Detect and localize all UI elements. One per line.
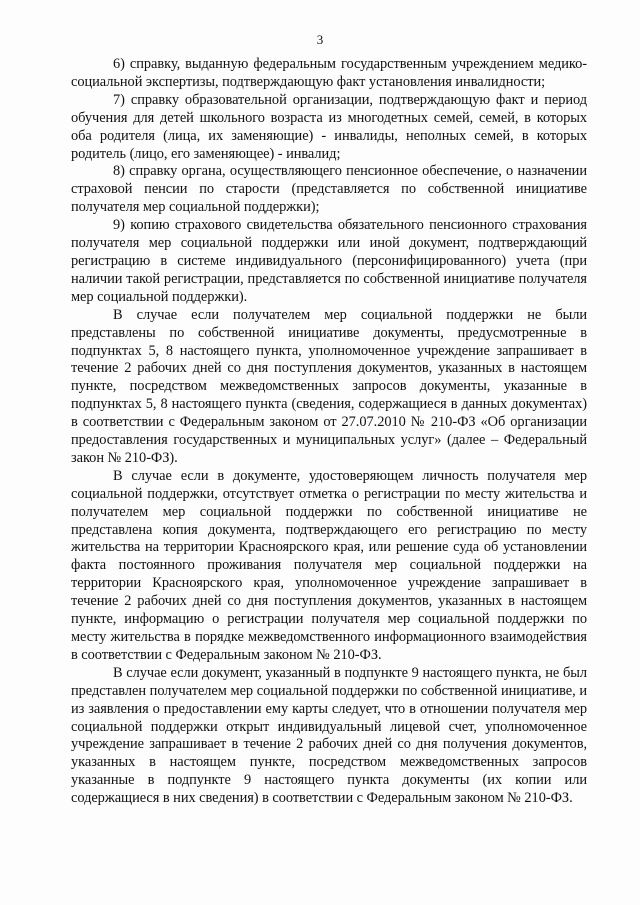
- page-number: 3: [316, 32, 324, 47]
- paragraph-subitem-9: 9) копию страхового свидетельства обязательного пенсионного страхования получателя мер социальной поддержки или иной документ, подтверждающий регистрацию в системе индивидуального (персонифицированного) учета (при наличии такой регистрации, представляется по собственной инициативе получателя мер социальной поддержки).: [71, 217, 587, 305]
- paragraph-subitem-7: 7) справку образовательной организации, подтверждающую факт и период обучения для детей школьного возраста из многодетных семей, семей, в которых оба родителя (лица, их заменяющие) - инвалиды, неполных семей, в которых родитель (лицо, его заменяющее) - инвалид;: [71, 91, 587, 162]
- paragraph-pension-account: В случае если документ, указанный в подпункте 9 настоящего пункта, не был представлен получателем мер социальной поддержки по собственной инициативе, и из заявления о предоставлении ему карты следует, что в отношении получателя мер социальной поддержки открыт индивидуальный лицевой счет, уполномоченное учреждение запрашивает в течение 2 рабочих дней со дня получения документов, указанных в настоящем пункте, посредством межведомственных запросов указанные в подпункте 9 настоящего пункта документы (их копии или содержащиеся в них сведения) в соответствии с Федеральным законом № 210-ФЗ.: [71, 664, 587, 807]
- paragraph-interagency-request-docs: В случае если получателем мер социальной поддержки не были представлены по собственной инициативе документы, предусмотренные в подпунктах 5, 8 настоящего пункта, уполномоченное учреждение запрашивает в течение 2 рабочих дней со дня поступления документов, указанных в настоящем пункте, посредством межведомственных запросов документы, указанные в подпунктах 5, 8 настоящего пункта (сведения, содержащиеся в данных документах) в соответствии с Федеральным законом от 27.07.2010 № 210-ФЗ «Об организации предоставления государственных и муниципальных услуг» (далее – Федеральный закон № 210-ФЗ).: [71, 306, 587, 466]
- paragraph-residence-registration: В случае если в документе, удостоверяющем личность получателя мер социальной поддержки, отсутствует отметка о регистрации по месту жительства и получателем мер социальной поддержки по собственной инициативе не представлена копия документа, подтверждающего его регистрацию по месту жительства на территории Красноярского края, или решение суда об установлении факта постоянного проживания получателя мер социальной поддержки на территории Красноярского края, уполномоченное учреждение запрашивает в течение 2 рабочих дней со дня поступления документов, указанных в настоящем пункте, информацию о регистрации получателя мер социальной поддержки по месту жительства в порядке межведомственного информационного взаимодействия в соответствии с Федеральным законом № 210-ФЗ.: [71, 467, 587, 663]
- paragraph-subitem-6: 6) справку, выданную федеральным государственным учреждением медико-социальной экспертизы, подтверждающую факт установления инвалидности;: [71, 56, 587, 90]
- document-body: [71, 56, 587, 808]
- paragraph-subitem-8: 8) справку органа, осуществляющего пенсионное обеспечение, о назначении страховой пенсии по старости (представляется по собственной инициативе получателя мер социальной поддержки);: [71, 163, 587, 216]
